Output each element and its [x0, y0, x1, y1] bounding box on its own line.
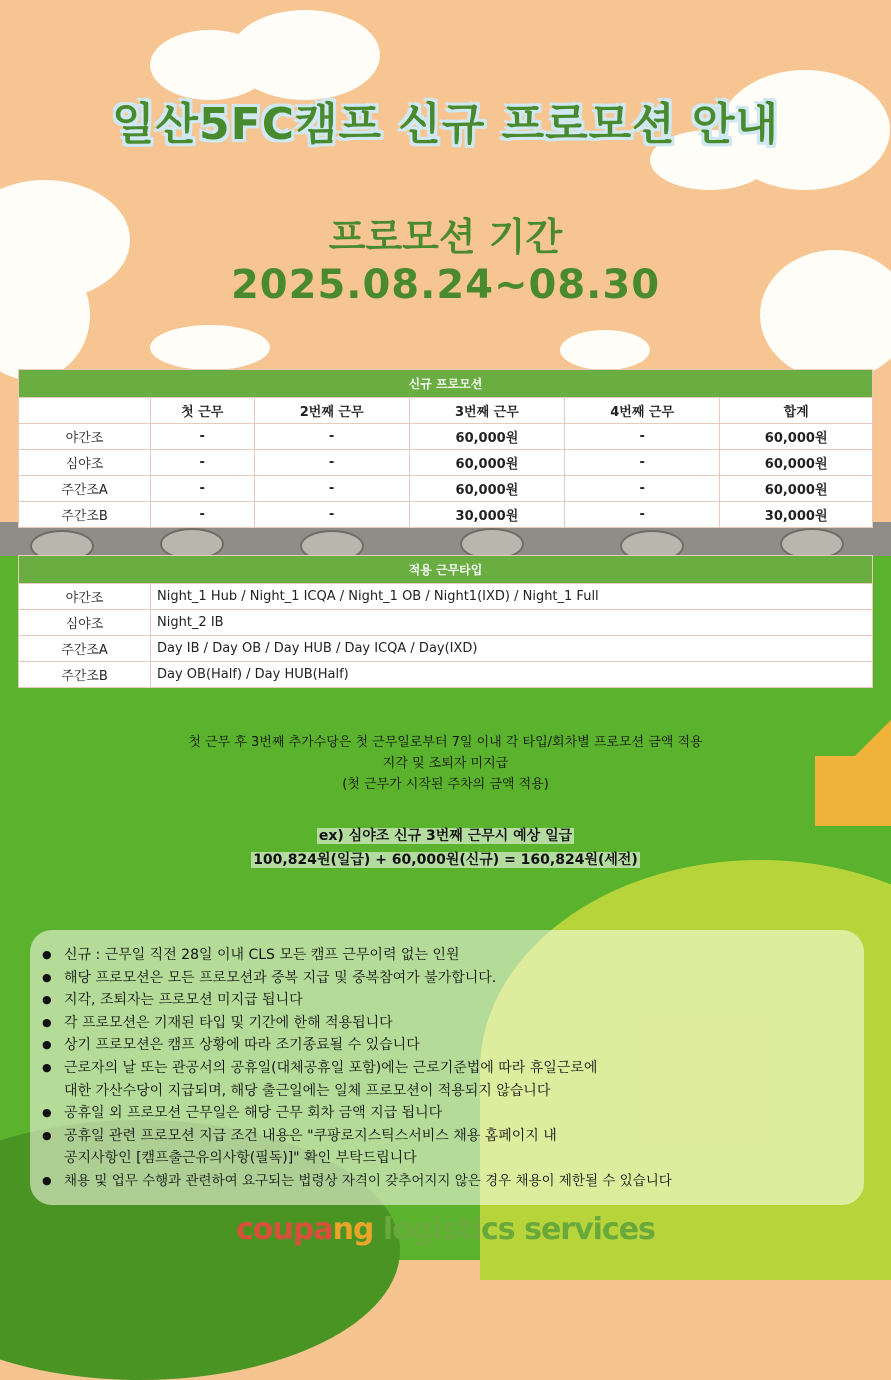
table-caption: 적용 근무타입 [19, 556, 873, 584]
info-item: ● 각 프로모션은 기재된 타입 및 기간에 한해 적용됩니다 [60, 1012, 864, 1035]
table-row [19, 476, 873, 502]
table-row [19, 610, 873, 636]
example-calculation [0, 824, 891, 872]
period-dates: 2025.08.24~08.30 [230, 262, 661, 308]
example-title: ex) 심야조 신규 3번째 근무시 예상 일급 [318, 828, 573, 844]
table-cell: 60,000원 [720, 476, 873, 502]
note-line: 첫 근무 후 3번째 추가수당은 첫 근무일로부터 7일 이내 각 타입/회차별 프로모션 금액 적용 [188, 735, 703, 750]
cloud [560, 330, 650, 370]
table-cell: Night_1 Hub / Night_1 ICQA / Night_1 OB / Night1(IXD) / Night_1 Full [151, 584, 873, 610]
logo-text: ng [332, 1212, 374, 1247]
table-cell: - [565, 502, 720, 528]
table-cell: - [151, 424, 255, 450]
table-cell: - [565, 450, 720, 476]
table-cell: 60,000원 [720, 450, 873, 476]
logo-text: coupa [236, 1212, 333, 1247]
table-cell: 30,000원 [409, 502, 564, 528]
info-item: ● 상기 프로모션은 캠프 상황에 따라 조기종료될 수 있습니다 [60, 1034, 864, 1057]
table-cell: - [565, 476, 720, 502]
table-cell: 60,000원 [409, 424, 564, 450]
table-cell: - [254, 424, 409, 450]
row-label: 주간조A [19, 476, 151, 502]
period-label: 프로모션 기간 [328, 215, 563, 259]
table-cell: Day OB(Half) / Day HUB(Half) [151, 662, 873, 688]
column-header: 2번째 근무 [254, 398, 409, 424]
column-header: 합계 [720, 398, 873, 424]
table-cell: Night_2 IB [151, 610, 873, 636]
row-label: 심야조 [19, 610, 151, 636]
info-item: ● 공휴일 외 프로모션 근무일은 해당 근무 회차 금액 지급 됩니다 [60, 1102, 864, 1125]
table-cell: - [151, 476, 255, 502]
info-list [30, 930, 864, 1193]
promotion-table [18, 369, 873, 528]
promotion-notes [0, 732, 891, 795]
row-label: 주간조B [19, 662, 151, 688]
table-cell: - [151, 502, 255, 528]
row-label: 주간조B [19, 502, 151, 528]
cloud [150, 325, 270, 370]
example-formula: 100,824원(일급) + 60,000원(신규) = 160,824원(세전) [253, 852, 638, 868]
table-cell: - [254, 476, 409, 502]
row-label: 주간조A [19, 636, 151, 662]
cloud [230, 10, 380, 100]
table-row [19, 450, 873, 476]
table-cell: 60,000원 [409, 476, 564, 502]
info-item: ● 근로자의 날 또는 관공서의 공휴일(대체공휴일 포함)에는 근로기준법에 따라 휴일근로에 [60, 1057, 864, 1080]
note-line: (첫 근무가 시작된 주차의 금액 적용) [342, 777, 549, 792]
info-item: ● 지각, 조퇴자는 프로모션 미지급 됩니다 [60, 989, 864, 1012]
table-row [19, 584, 873, 610]
info-item: ● 채용 및 업무 수행과 관련하여 요구되는 법령상 자격이 갖추어지지 않은 경우 채용이 제한될 수 있습니다 [60, 1170, 864, 1193]
info-item: ● 신규 : 근무일 직전 28일 이내 CLS 모든 캠프 근무이력 없는 인원 [60, 944, 864, 967]
page-title: 일산5FC캠프 신규 프로모션 안내 [112, 99, 779, 150]
table-cell: 60,000원 [720, 424, 873, 450]
column-header: 3번째 근무 [409, 398, 564, 424]
column-header: 첫 근무 [151, 398, 255, 424]
table-cell: Day IB / Day OB / Day HUB / Day ICQA / Day(IXD) [151, 636, 873, 662]
table-cell: 30,000원 [720, 502, 873, 528]
table-row [19, 662, 873, 688]
table-cell: 60,000원 [409, 450, 564, 476]
info-box [30, 930, 864, 1205]
company-logo [0, 1212, 891, 1247]
row-label: 심야조 [19, 450, 151, 476]
table-header-row [19, 398, 873, 424]
table-row [19, 502, 873, 528]
column-header: 4번째 근무 [565, 398, 720, 424]
table-row [19, 424, 873, 450]
work-type-table [18, 555, 873, 688]
table-row [19, 636, 873, 662]
note-line: 지각 및 조퇴자 미지급 [382, 756, 509, 771]
table-caption: 신규 프로모션 [19, 370, 873, 398]
table-cell: - [254, 502, 409, 528]
info-item-continued: 공지사항인 [캠프출근유의사항(필독)]" 확인 부탁드립니다 [64, 1150, 417, 1167]
info-item: ● 해당 프로모션은 모든 프로모션과 중복 지급 및 중복참여가 불가합니다. [60, 967, 864, 990]
row-label: 야간조 [19, 584, 151, 610]
info-item: ● 공휴일 관련 프로모션 지급 조건 내용은 "쿠팡로지스틱스서비스 채용 홈페이지 내 [60, 1125, 864, 1148]
table-cell: - [254, 450, 409, 476]
info-item-continued: 대한 가산수당이 지급되며, 해당 출근일에는 일체 프로모션이 적용되지 않습니다 [64, 1082, 551, 1099]
column-header [19, 398, 151, 424]
table-cell: - [565, 424, 720, 450]
row-label: 야간조 [19, 424, 151, 450]
table-cell: - [151, 450, 255, 476]
logo-text: logistics services [373, 1212, 655, 1247]
